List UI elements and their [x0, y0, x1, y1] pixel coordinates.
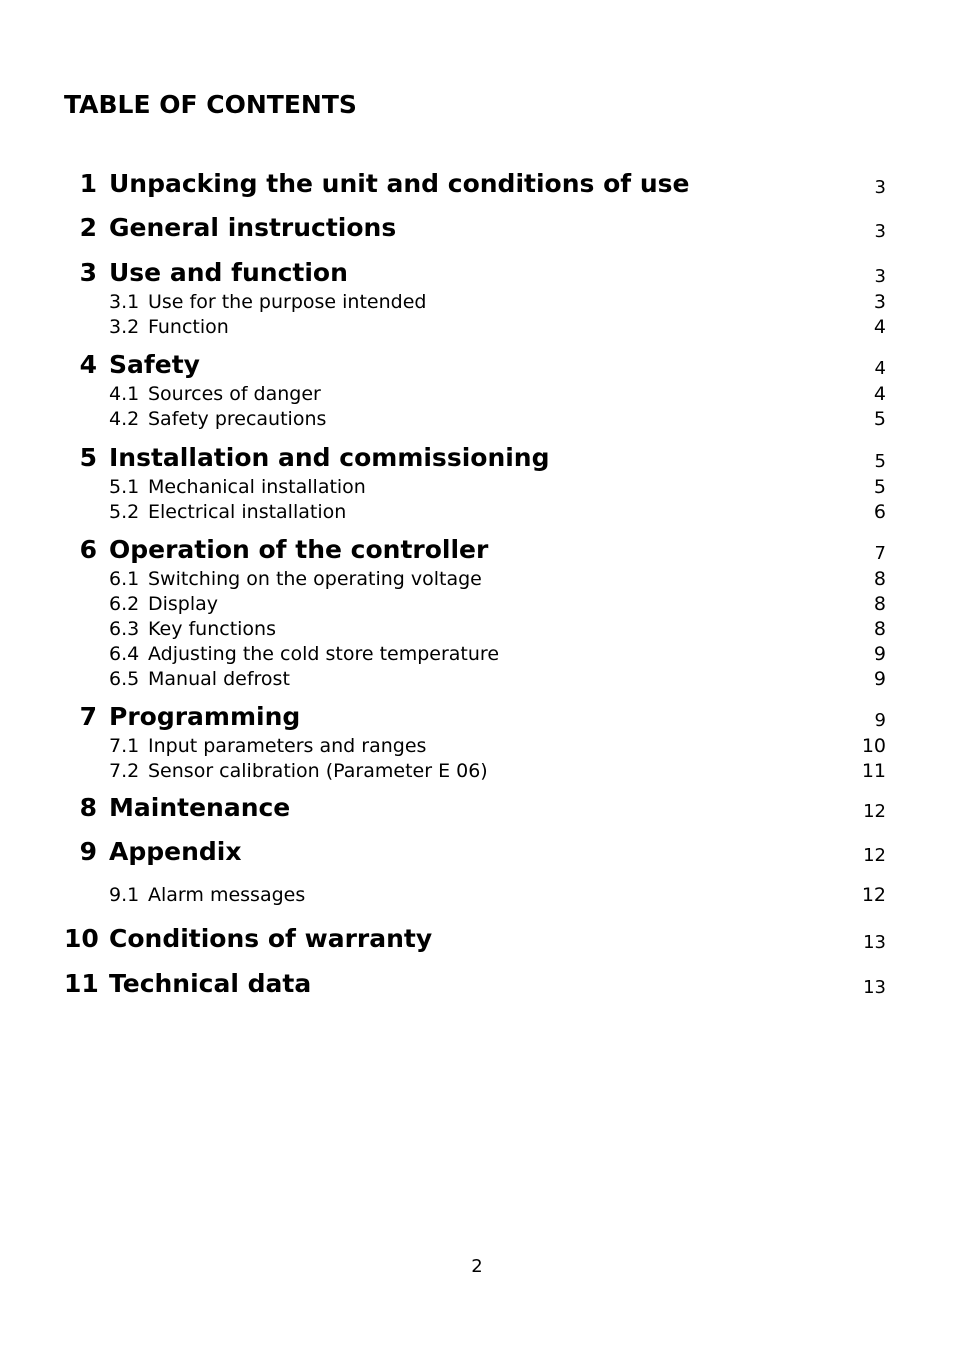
toc-subsection-title: Function	[148, 316, 229, 338]
toc-chapter	[64, 165, 886, 201]
toc-chapter-number	[64, 441, 109, 475]
page-number: 2	[471, 1256, 483, 1277]
toc-chapter-row[interactable]	[64, 789, 886, 825]
toc-subsection-title: Alarm messages	[148, 884, 306, 906]
toc-subsection-page: 8	[873, 568, 886, 590]
toc-subsection-list	[64, 382, 886, 432]
toc-chapter-number	[64, 167, 109, 201]
toc-chapter-page: 9	[874, 710, 886, 731]
toc-subsection-row[interactable]	[64, 592, 886, 617]
toc-chapter-number-text: 6	[79, 535, 97, 564]
toc-subsection-page: 11	[861, 760, 886, 782]
toc-chapter-title: Maintenance	[109, 793, 291, 822]
toc-subsection-page: 5	[873, 476, 886, 498]
toc-chapter-page: 13	[863, 932, 886, 953]
toc-chapter-page: 13	[863, 977, 886, 998]
toc-chapter-number	[64, 256, 109, 290]
toc-subsection-list	[64, 290, 886, 340]
toc-chapter	[64, 965, 886, 1001]
toc-subsection-title: Sensor calibration (Parameter E 06)	[148, 760, 488, 782]
toc-subsection-row[interactable]	[64, 667, 886, 692]
toc-chapter-number	[64, 835, 109, 869]
toc-chapter-title: Programming	[109, 702, 301, 731]
toc-chapter-number-text: 3	[79, 258, 97, 287]
toc-subsection-list	[64, 883, 886, 908]
toc-subsection-page: 8	[873, 618, 886, 640]
toc-subsection-row[interactable]	[64, 382, 886, 407]
toc-subsection-number: 9.1	[109, 884, 140, 906]
toc-chapter-row[interactable]	[64, 165, 886, 201]
toc-chapter-row[interactable]	[64, 439, 886, 475]
toc-chapter	[64, 254, 886, 340]
toc-chapter-title: Use and function	[109, 258, 348, 287]
toc-chapter-title: General instructions	[109, 213, 397, 242]
toc-subsection-title: Key functions	[148, 618, 276, 640]
toc-chapter-title: Technical data	[109, 969, 312, 998]
toc-subsection-title: Switching on the operating voltage	[148, 568, 482, 590]
table-of-contents	[64, 165, 886, 1001]
toc-chapter-number-text: 10	[64, 924, 99, 953]
toc-chapter-number	[64, 348, 109, 382]
toc-subsection-page: 10	[861, 735, 886, 757]
toc-chapter-number-text: 1	[79, 169, 97, 198]
toc-subsection-row[interactable]	[64, 759, 886, 784]
toc-subsection-number: 3.1	[109, 291, 140, 313]
toc-subsection-number: 6.2	[109, 593, 140, 615]
toc-subsection-number: 4.1	[109, 383, 140, 405]
toc-subsection-page: 9	[873, 643, 886, 665]
toc-chapter-page: 3	[874, 177, 886, 198]
toc-subsection-row[interactable]	[64, 315, 886, 340]
toc-subsection-page: 8	[873, 593, 886, 615]
toc-chapter-number-text: 2	[79, 213, 97, 242]
toc-chapter-number	[64, 700, 109, 734]
toc-subsection-title: Electrical installation	[148, 501, 347, 523]
toc-chapter-number	[64, 791, 109, 825]
toc-chapter	[64, 439, 886, 525]
toc-subsection-row[interactable]	[64, 734, 886, 759]
toc-subsection-number: 4.2	[109, 408, 140, 430]
toc-chapter-title: Safety	[109, 350, 200, 379]
toc-chapter-row[interactable]	[64, 833, 886, 869]
toc-chapter-number-text: 7	[79, 702, 97, 731]
toc-subsection-page: 3	[873, 291, 886, 313]
toc-subsection-row[interactable]	[64, 883, 886, 908]
toc-subsection-page: 12	[861, 884, 886, 906]
toc-chapter-number	[64, 533, 109, 567]
toc-subsection-row[interactable]	[64, 407, 886, 432]
toc-chapter-row[interactable]	[64, 698, 886, 734]
toc-chapter-number	[64, 967, 109, 1001]
toc-chapter-page: 7	[874, 543, 886, 564]
toc-chapter	[64, 531, 886, 692]
toc-chapter	[64, 698, 886, 784]
toc-subsection-list	[64, 475, 886, 525]
toc-chapter-number-text: 11	[64, 969, 99, 998]
toc-subsection-number: 3.2	[109, 316, 140, 338]
toc-subsection-title: Adjusting the cold store temperature	[148, 643, 500, 665]
toc-chapter-number-text: 8	[79, 793, 97, 822]
toc-chapter-title: Appendix	[109, 837, 242, 866]
toc-subsection-number: 7.2	[109, 760, 140, 782]
toc-chapter-page: 12	[863, 801, 886, 822]
toc-subsection-page: 4	[873, 316, 886, 338]
toc-subsection-number: 6.5	[109, 668, 140, 690]
toc-subsection-number: 5.2	[109, 501, 140, 523]
toc-subsection-title: Mechanical installation	[148, 476, 366, 498]
toc-subsection-number: 6.3	[109, 618, 140, 640]
toc-subsection-title: Use for the purpose intended	[148, 291, 427, 313]
toc-subsection-row[interactable]	[64, 567, 886, 592]
toc-subsection-title: Manual defrost	[148, 668, 290, 690]
toc-chapter-number	[64, 922, 109, 956]
toc-subsection-list	[64, 734, 886, 784]
toc-chapter-number-text: 4	[79, 350, 97, 379]
toc-subsection-row[interactable]	[64, 475, 886, 500]
toc-chapter-row[interactable]	[64, 209, 886, 245]
toc-chapter	[64, 920, 886, 956]
toc-chapter-number-text: 9	[79, 837, 97, 866]
toc-subsection-row[interactable]	[64, 500, 886, 525]
toc-subsection-number: 7.1	[109, 735, 140, 757]
toc-subsection-page: 4	[873, 383, 886, 405]
toc-chapter-page: 5	[874, 451, 886, 472]
toc-subsection-number: 5.1	[109, 476, 140, 498]
toc-chapter-page: 4	[874, 358, 886, 379]
toc-subsection-row[interactable]	[64, 290, 886, 315]
toc-chapter-row[interactable]	[64, 346, 886, 382]
toc-chapter-number-text: 5	[79, 443, 97, 472]
toc-subsection-title: Sources of danger	[148, 383, 321, 405]
toc-subsection-number: 6.4	[109, 643, 140, 665]
toc-chapter-row[interactable]	[64, 920, 886, 956]
toc-chapter	[64, 346, 886, 432]
toc-chapter-row[interactable]	[64, 965, 886, 1001]
toc-subsection-page: 5	[873, 408, 886, 430]
toc-subsection-title: Display	[148, 593, 219, 615]
toc-chapter-title: Unpacking the unit and conditions of use	[109, 169, 690, 198]
toc-chapter-title: Operation of the controller	[109, 535, 489, 564]
page-title: TABLE OF CONTENTS	[64, 90, 357, 119]
toc-subsection-row[interactable]	[64, 617, 886, 642]
toc-chapter-title: Conditions of warranty	[109, 924, 433, 953]
toc-subsection-list	[64, 567, 886, 692]
toc-chapter-number	[64, 211, 109, 245]
toc-subsection-page: 9	[873, 668, 886, 690]
toc-chapter	[64, 789, 886, 825]
toc-chapter-page: 3	[874, 266, 886, 287]
toc-chapter	[64, 833, 886, 908]
toc-subsection-title: Input parameters and ranges	[148, 735, 427, 757]
toc-subsection-page: 6	[873, 501, 886, 523]
toc-chapter-row[interactable]	[64, 254, 886, 290]
toc-chapter-row[interactable]	[64, 531, 886, 567]
toc-subsection-number: 6.1	[109, 568, 140, 590]
toc-subsection-title: Safety precautions	[148, 408, 327, 430]
toc-subsection-row[interactable]	[64, 642, 886, 667]
toc-chapter-page: 3	[874, 221, 886, 242]
toc-chapter-title: Installation and commissioning	[109, 443, 550, 472]
toc-chapter-page: 12	[863, 845, 886, 866]
toc-chapter	[64, 209, 886, 245]
